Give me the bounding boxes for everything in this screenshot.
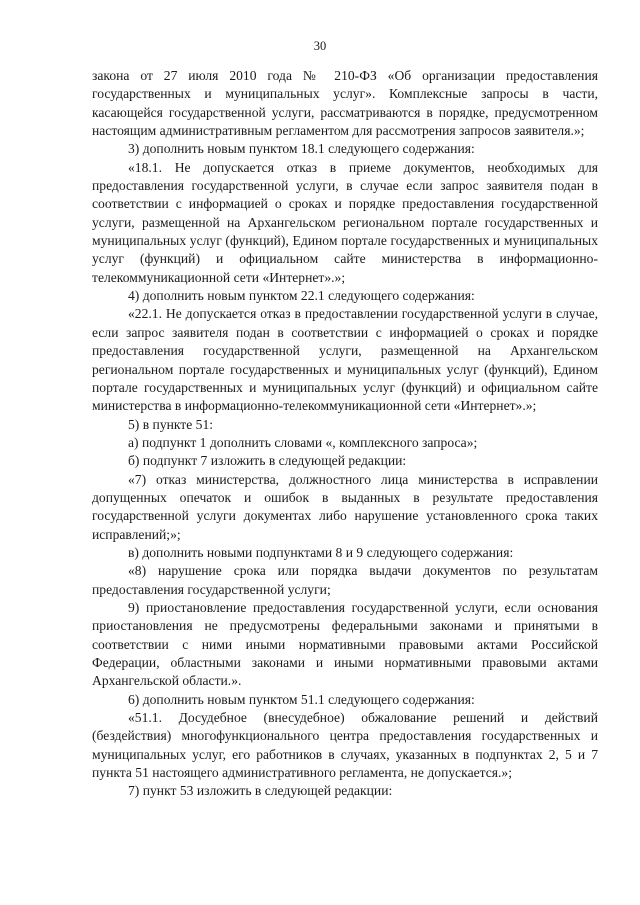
paragraph: 5) в пункте 51: bbox=[128, 416, 214, 432]
paragraph: 9) приостановление предоставления государственной услуги, если основания приостановления не предусмотрены федеральными законами и принятыми в соответствии с ними иными нормативными правовыми актами Российской Федерации, областными законами и иными нормативными правовыми актами Архангельской области.». bbox=[92, 599, 598, 689]
paragraph: «51.1. Досудебное (внесудебное) обжалование решений и действий (бездействия) многофункционального центра предоставления государственных и муниципальных услуг, его работников в случаях, указанных в подпунктах 2, 5 и 7 пункта 51 настоящего административного регламента, не допускается.»; bbox=[92, 710, 598, 781]
paragraph: 3) дополнить новым пунктом 18.1 следующего содержания: bbox=[128, 141, 475, 157]
paragraph: 6) дополнить новым пунктом 51.1 следующего содержания: bbox=[128, 691, 475, 707]
page-number: 30 bbox=[313, 39, 327, 53]
paragraph: 7) пункт 53 изложить в следующей редакции: bbox=[128, 783, 393, 799]
paragraph: б) подпункт 7 изложить в следующей редакции: bbox=[128, 453, 407, 469]
paragraph: а) подпункт 1 дополнить словами «, комплексного запроса»; bbox=[128, 434, 478, 450]
paragraph: «22.1. Не допускается отказ в предоставлении государственной услуги в случае, если запрос заявителя подан в соответствии с информацией о сроках и порядке предоставления государственной услуги, размещенной на Архангельском региональном портале государственных и муниципальных услуг (функций), Едином портале государственных и муниципальных услуг (функций) и официальном сайте министерства в информационно-телекоммуникационной сети «Интернет».»; bbox=[92, 306, 598, 414]
paragraph: в) дополнить новыми подпунктами 8 и 9 следующего содержания: bbox=[128, 544, 514, 560]
paragraph: 4) дополнить новым пунктом 22.1 следующего содержания: bbox=[128, 288, 475, 304]
document-body bbox=[92, 67, 598, 801]
paragraph: «7) отказ министерства, должностного лица министерства в исправлении допущенных опечаток и ошибок в выданных в результате предоставления государственной услуги документах либо нарушение установленного срока таких исправлений;»; bbox=[92, 471, 598, 542]
paragraph: закона от 27 июля 2010 года № 210-ФЗ «Об организации предоставления государственных и муниципальных услуг». Комплексные запросы в части, касающейся государственной услуги, рассматриваются в порядке, предусмотренном настоящим административным регламентом для рассмотрения запросов заявителя.»; bbox=[92, 68, 598, 139]
paragraph: «18.1. Не допускается отказ в приеме документов, необходимых для предоставления государственной услуги, в случае если запрос заявителя подан в соответствии с информацией о сроках и порядке предоставления государственной услуги, размещенной на Архангельском региональном портале государственных и муниципальных услуг (функций), Едином портале государственных и муниципальных услуг (функций) и официальном сайте министерства в информационно-телекоммуникационной сети «Интернет».»; bbox=[92, 159, 598, 285]
paragraph: «8) нарушение срока или порядка выдачи документов по результатам предоставления государственной услуги; bbox=[92, 563, 598, 597]
